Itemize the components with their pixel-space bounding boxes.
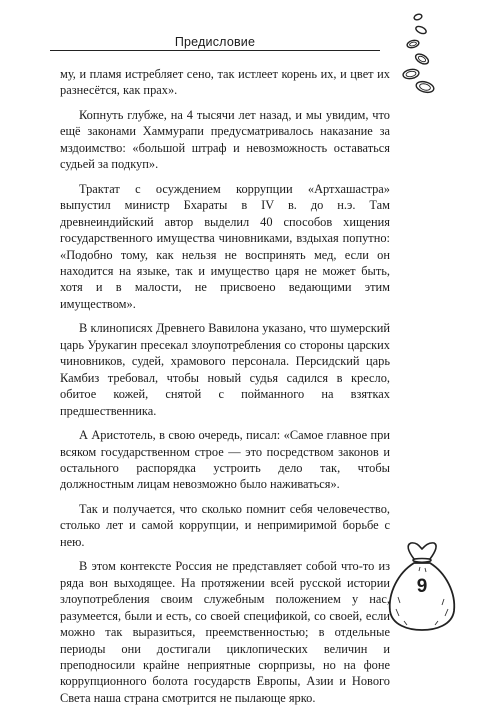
running-header — [50, 28, 380, 51]
paragraph: Так и получается, что сколько помнит себя человечество, столько лет и самой коррупции, и непримиримой борьбе с нею. — [60, 501, 390, 549]
falling-coins-icon — [392, 10, 444, 96]
paragraph: Трактат с осуждением коррупции «Артхашастра» выпустил министр Бхараты в IV в. до н.э. Там древнеиндийский автор выделил 40 способов хищения государственного имущества чиновниками, вздыхая попутно: «Подобно тому, как нельзя не воспринять мед, если он находится на языке, так и имущество царя не может быть, хотя и в малости, не присвоено ведающими этим имуществом». — [60, 181, 390, 311]
paragraph: В этом контексте Россия не представляет собой что-то из ряда вон выходящее. На протяжении всей русской истории злоупотребления своим служебным положением у нас, разумеется, были и есть, со своей спецификой, со своей, если можно так выразиться, преемственностью; в отдельные периоды они достигали циклопических величин и преподносили крайне неприятные сюрпризы, но на фоне коррупционного болота государств Европы, Азии и Нового Света наша страна смотрится не пылающе ярко. — [60, 559, 390, 705]
paragraph: Копнуть глубже, на 4 тысячи лет назад, и мы увидим, что ещё законами Хаммурапи предусматривалось наказание за мздоимство: «большой штраф и невозможность оставаться судьей за подкуп». — [60, 107, 390, 172]
body-text — [60, 66, 390, 714]
paragraph: А Аристотель, в свою очередь, писал: «Самое главное при всяком государственном строе — это посредством законов и остального распорядка устроить дело так, чтобы должностным лицам невозможно было наживаться». — [60, 428, 390, 492]
header-title: Предисловие — [174, 35, 256, 49]
paragraph: му, и пламя истребляет сено, так истлеет корень их, и цвет их разнесётся, как прах». — [60, 67, 390, 98]
paragraph: В клинописях Древнего Вавилона указано, что шумерский царь Урукагин пресекал злоупотребления со стороны царских чиновников, судей, храмового персонала. Персидский царь Камбиз требовал, чтобы новый судья садился в кресло, обитое кожей, снятой с пойманного на взятках предшественника. — [60, 321, 390, 418]
page-number: 9 — [416, 576, 428, 597]
